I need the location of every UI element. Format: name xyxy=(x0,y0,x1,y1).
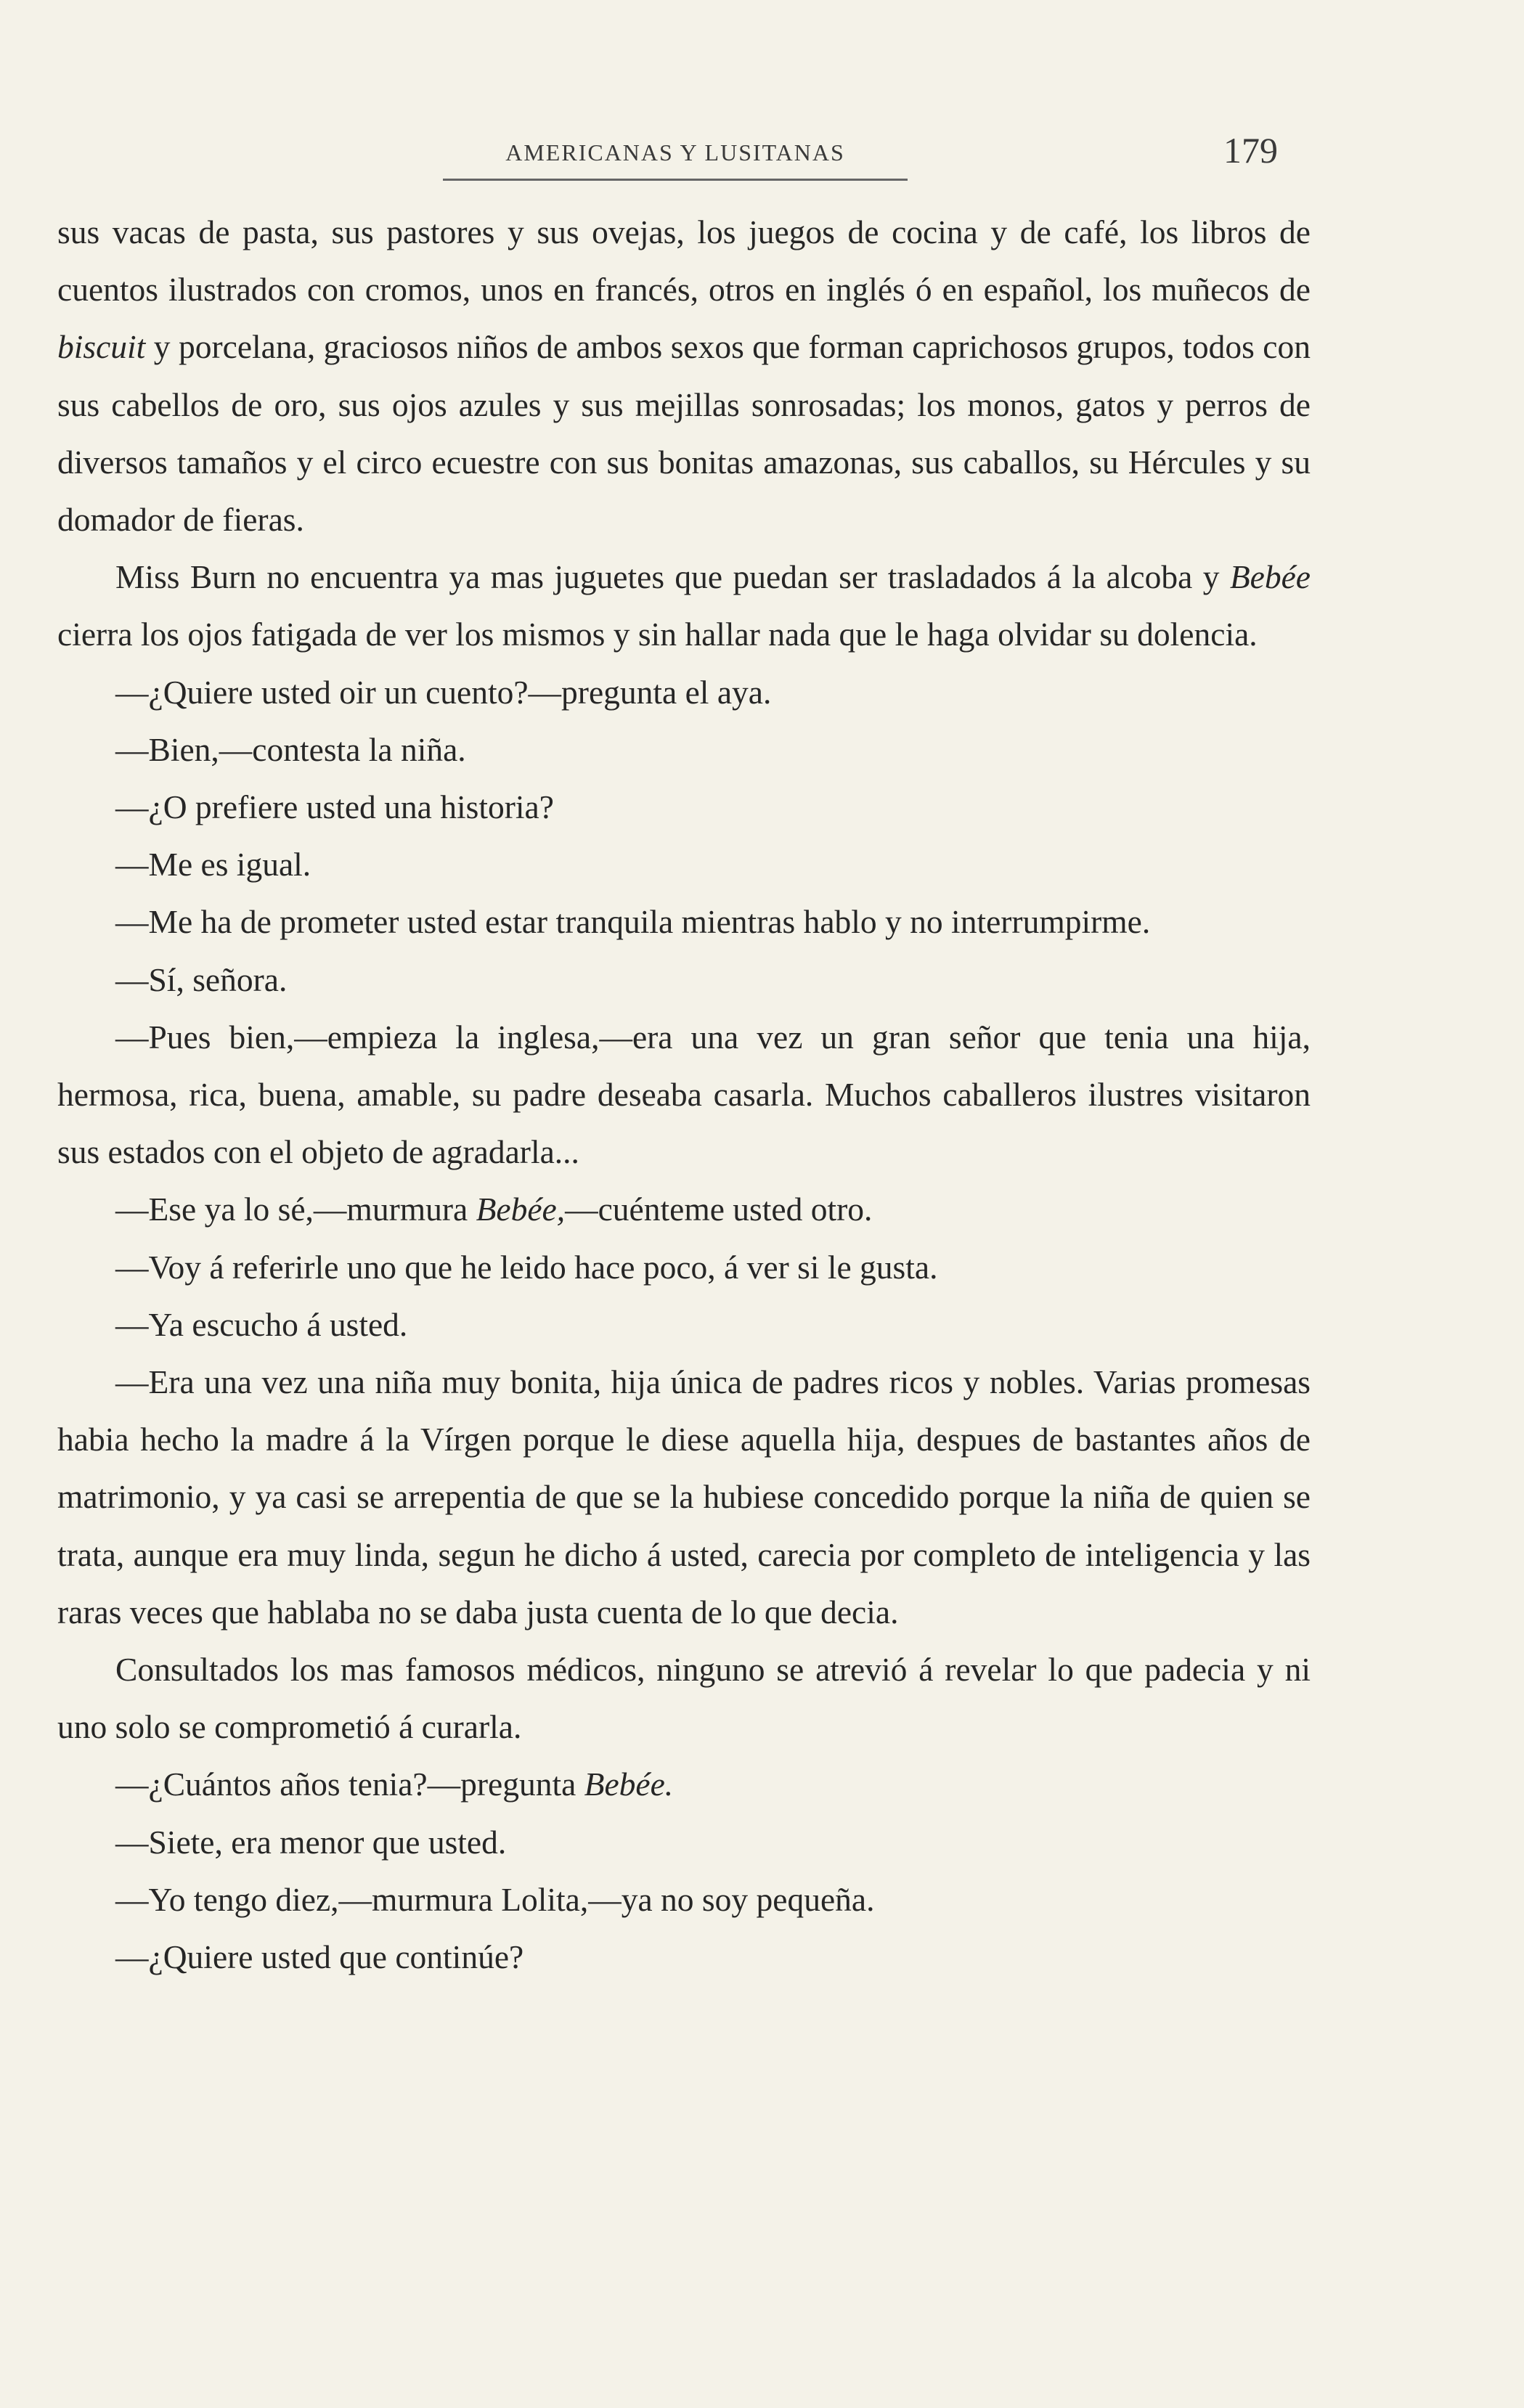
paragraph: —Bien,—contesta la niña. xyxy=(115,730,466,768)
paragraph-text: cierra los ojos fatigada de ver los mismos y sin hallar nada que le haga olvidar su dolencia. xyxy=(57,616,1258,653)
paragraph: —¿O prefiere usted una historia? xyxy=(115,788,554,826)
paragraph: —Pues bien,—empieza la inglesa,—era una vez un gran señor que tenia una hija, hermosa, rica, buena, amable, su padre deseaba casarla. Muchos caballeros ilustres visitaron sus estados con el objeto de agradarla... xyxy=(57,1018,1311,1171)
emphasis-text: Bebée, xyxy=(476,1191,566,1228)
paragraph xyxy=(57,203,1311,548)
emphasis-text: Bebée. xyxy=(584,1766,674,1803)
paragraph-text: —Ese ya lo sé,—murmura xyxy=(115,1191,476,1228)
paragraph: —Sí, señora. xyxy=(115,960,288,998)
paragraph-text: —¿Cuántos años tenia?—pregunta xyxy=(115,1766,584,1803)
paragraph: —Yo tengo diez,—murmura Lolita,—ya no soy pequeña. xyxy=(115,1880,875,1918)
paragraph-text: Miss Burn no encuentra ya mas juguetes que puedan ser trasladados á la alcoba y xyxy=(115,558,1230,596)
paragraph-text: —cuénteme usted otro. xyxy=(565,1191,873,1228)
body-text xyxy=(57,203,1311,1985)
paragraph: —¿Quiere usted oir un cuento?—pregunta el aya. xyxy=(115,673,772,711)
paragraph xyxy=(57,548,1311,663)
running-head xyxy=(0,129,1524,173)
paragraph: —Me es igual. xyxy=(115,846,311,883)
paragraph: —Me ha de prometer usted estar tranquila mientras hablo y no interrumpirme. xyxy=(115,903,1151,941)
page-number: 179 xyxy=(1223,130,1278,171)
paragraph: —Siete, era menor que usted. xyxy=(115,1823,507,1861)
paragraph: —Ya escucho á usted. xyxy=(115,1305,408,1343)
emphasis-text: Bebée xyxy=(1229,558,1311,596)
paragraph: —Voy á referirle uno que he leido hace poco, á ver si le gusta. xyxy=(115,1248,938,1286)
paragraph-text: sus vacas de pasta, sus pastores y sus ovejas, los juegos de cocina y de café, los libros de cuentos ilustrados con cromos, unos en francés, otros en inglés ó en español, los muñecos de xyxy=(57,213,1311,309)
paragraph: Consultados los mas famosos médicos, ninguno se atrevió á revelar lo que padecia y ni uno solo se comprometió á curarla. xyxy=(57,1651,1311,1746)
paragraph: —Era una vez una niña muy bonita, hija única de padres ricos y nobles. Varias promesas habia hecho la madre á la Vírgen porque le diese aquella hija, despues de bastantes años de matrimonio, y ya casi se arrepentia de que se la hubiese concedido porque la niña de quien se trata, aunque era muy linda, segun he dicho á usted, carecia por completo de inteligencia y las raras veces que hablaba no se daba justa cuenta de lo que decia. xyxy=(57,1363,1311,1630)
paragraph-text: y porcelana, graciosos niños de ambos sexos que forman caprichosos grupos, todos con sus cabellos de oro, sus ojos azules y sus mejillas sonrosadas; los monos, gatos y perros de diversos tamaños y el circo ecuestre con sus bonitas amazonas, sus caballos, su Hércules y su domador de fieras. xyxy=(57,328,1311,539)
paragraph: —¿Quiere usted que continúe? xyxy=(115,1938,524,1976)
paragraph xyxy=(57,1755,1311,1813)
running-head-title: AMERICANAS Y LUSITANAS xyxy=(505,139,845,166)
header-rule xyxy=(443,179,908,181)
emphasis-text: biscuit xyxy=(57,328,146,366)
paragraph xyxy=(57,1180,1311,1238)
